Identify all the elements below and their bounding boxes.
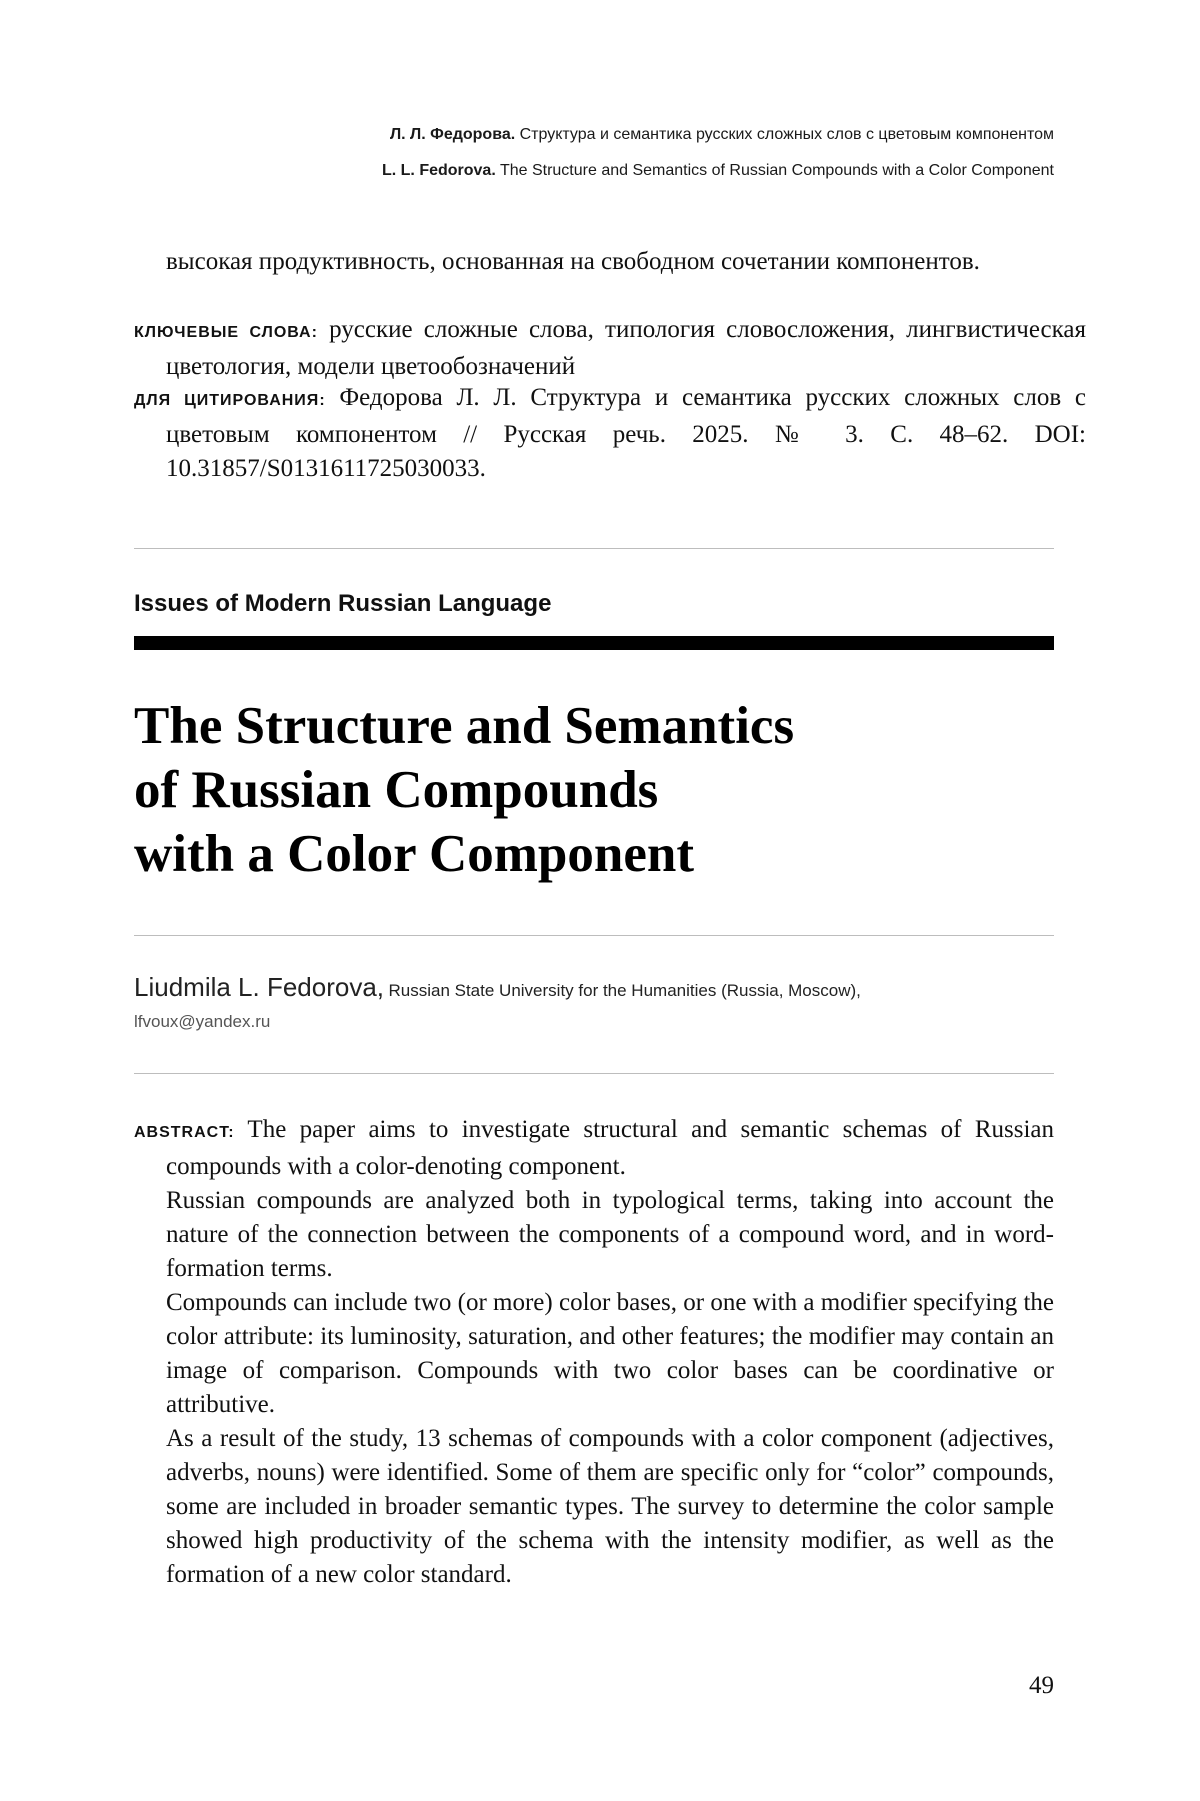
title-line: of Russian Compounds (134, 761, 659, 819)
abstract-paragraph: Russian compounds are analyzed both in typological terms, taking into account the nature of the connection between the components of a compound word, and in word-formation terms. (166, 1187, 1054, 1282)
running-head-title-ru: Структура и семантика русских сложных слов с цветовым компонентом (519, 126, 1054, 143)
divider-rule (134, 1073, 1054, 1074)
russian-citation: ДЛЯ ЦИТИРОВАНИЯ: Федорова Л. Л. Структура и семантика русских сложных слов с цветовым компонентом // Русская речь. 2025. № 3. С. 48–62. DOI: 10.31857/S0131611725030033. (134, 384, 1087, 482)
keywords-label: КЛЮЧЕВЫЕ СЛОВА (134, 324, 312, 341)
running-head-title-en: The Structure and Semantics of Russian Compounds with a Color Component (499, 162, 1054, 179)
divider-rule (134, 548, 1054, 549)
author-email[interactable]: lfvoux@yandex.ru (134, 1012, 271, 1031)
author-line (134, 972, 1054, 1003)
running-head-russian (390, 126, 1054, 144)
article-title (134, 694, 1054, 886)
title-line: with a Color Component (134, 825, 694, 883)
abstract-paragraph: As a result of the study, 13 schemas of compounds with a color component (adjectives, adverbs, nouns) were identified. Some of them are specific only for “color” compounds, some are included in broader semantic types. The survey to determine the color sample showed high productivity of the schema with the intensity modifier, as well as the formation of a new color standard. (166, 1425, 1054, 1588)
section-label: Issues of Modern Russian Language (134, 590, 552, 617)
running-head-author-en: L. L. Fedorova. (381, 162, 496, 179)
abstract-paragraph: Compounds can include two (or more) color bases, or one with a modifier specifying the color attribute: its luminosity, saturation, and other features; the modifier may contain an image of comparison. Compounds with two color bases can be coordinative or attributive. (166, 1289, 1054, 1418)
russian-keywords: КЛЮЧЕВЫЕ СЛОВА: русские сложные слова, типология словосложения, лингвистическая цветология, модели цветообозначений (134, 316, 1087, 380)
divider-rule (134, 935, 1054, 936)
citation-text: Федорова Л. Л. Структура и семантика русских сложных слов с цветовым компонентом // Русская речь. 2025. № 3. С. 48–62. DOI: 10.31857/S0131611725030033. (166, 384, 1087, 482)
english-abstract (134, 1113, 1054, 1592)
citation-label: ДЛЯ ЦИТИРОВАНИЯ (134, 392, 320, 409)
keywords-text: русские сложные слова, типология словосложения, лингвистическая цветология, модели цветообозначений (166, 316, 1087, 380)
abstract-paragraph: ABSTRACT: The paper aims to investigate structural and semantic schemas of Russian compounds with a color-denoting component. (134, 1116, 1054, 1180)
abstract-label: ABSTRACT (134, 1124, 229, 1141)
abstract-text: The paper aims to investigate structural and semantic schemas of Russian compounds with a color-denoting component. (166, 1116, 1054, 1180)
author-affiliation: Russian State University for the Humanities (Russia, Moscow), (388, 981, 861, 1000)
page-number: 49 (1029, 1672, 1054, 1699)
running-head-author-ru: Л. Л. Федорова. (389, 126, 516, 143)
running-head-english (382, 162, 1054, 180)
title-line: The Structure and Semantics (134, 697, 795, 755)
russian-abstract-tail: высокая продуктивность, основанная на свободном сочетании компонентов. (166, 248, 980, 275)
section-bar (134, 636, 1054, 650)
author-name: Liudmila L. Fedorova, (134, 972, 385, 1002)
